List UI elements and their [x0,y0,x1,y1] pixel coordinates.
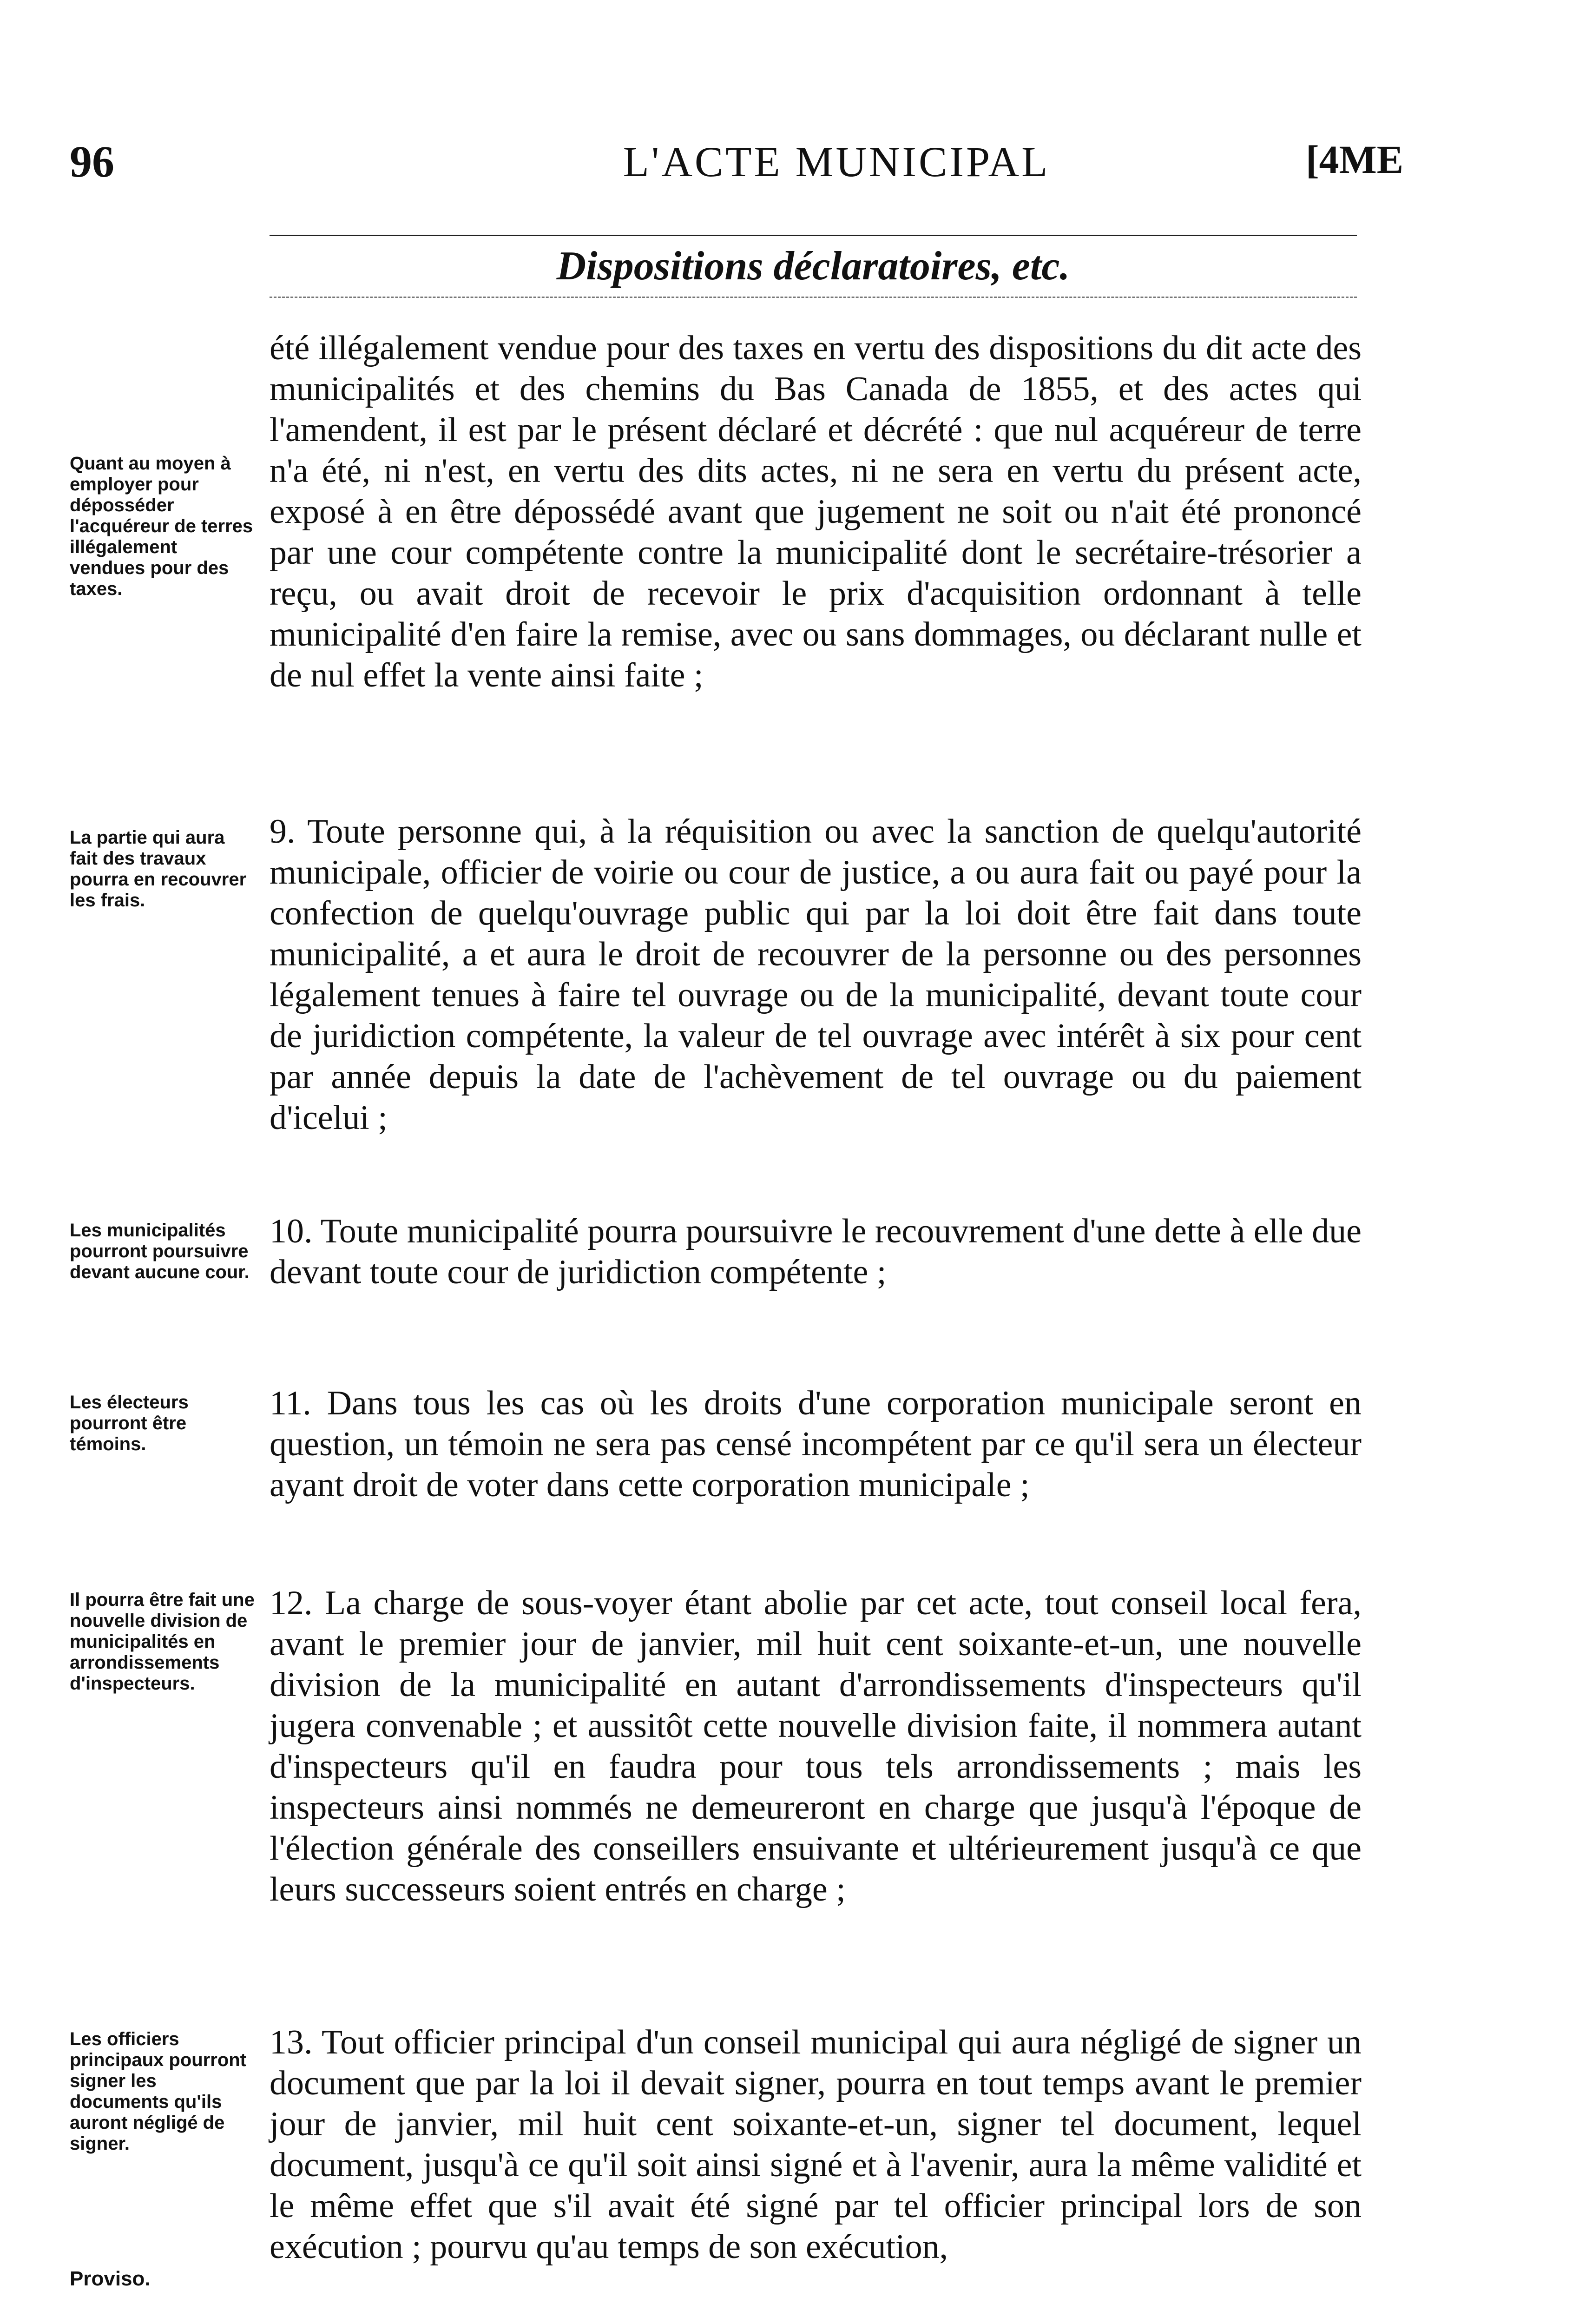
paragraph-section-12 [270,1583,1362,1910]
section-heading: Dispositions déclaratoires, etc. [556,244,1070,289]
section-text-10: Toute municipalité pourra poursuivre le recouvrement d'une dette à elle due devant toute cour de juridiction compétente ; [270,1212,1362,1291]
section-number-12: 12. [270,1584,313,1622]
section-text-12: La charge de sous-voyer étant abolie par cet acte, tout conseil local fera, avant le premier jour de janvier, mil huit cent soixante-et-un, une nouvelle division de la municipalité en autant d'arrondissements d'inspecteurs qu'il jugera convenable ; et aussitôt cette nouvelle division faite, il nommera autant d'inspecteurs qu'il en faudra pour tous tels arrondissements ; mais les inspecteurs ainsi nommés ne demeureront en charge que jusqu'à l'époque de l'élection générale des conseillers ensuivante et ultérieurement jusqu'à ce que leurs successeurs soient entrés en charge ; [270,1584,1362,1908]
margin-note-officers-sign: Les officiers principaux pourront signer les documents qu'ils auront négligé de signer. [70,2029,246,2154]
margin-note-dispossession: Quant au moyen à employer pour déposséder l'acquéreur de terres illégalement vendues pour des taxes. [70,453,253,599]
section-number-10: 10. [270,1212,313,1250]
section-text-9: Toute personne qui, à la réquisition ou avec la sanction de quelqu'autorité municipale, officier de voirie ou cour de justice, a ou aura fait ou payé pour la confection de quelqu'ouvrage public qui par la loi doit être fait dans toute municipalité, a et aura le droit de recouvrer de la personne ou des personnes légalement tenues à faire tel ouvrage ou de la municipalité, devant toute cour de juridiction compétente, la valeur de tel ouvrage avec intérêt à six pour cent par année depuis la date de l'achèvement de tel ouvrage ou du paiement d'icelui ; [270,812,1362,1137]
header-rule-top [270,235,1357,236]
running-title: L'ACTE MUNICIPAL [623,138,1050,185]
margin-note-proviso: Proviso. [70,2267,151,2290]
margin-note-electors-witnesses: Les électeurs pourront être témoins. [70,1392,189,1454]
margin-note-recover-costs: La partie qui aura fait des travaux pourra en recouvrer les frais. [70,827,247,911]
paragraph-section-13 [270,2022,1362,2267]
page-number: 96 [70,137,114,186]
section-number-11: 11. [270,1384,311,1422]
paragraph-section-9 [270,811,1362,1138]
paragraph-continuation: été illégalement vendue pour des taxes en vertu des dispositions du dit acte des municipalités et des chemins du Bas Canada de 1855, et des actes qui l'amendent, il est par le présent déclaré et décrété : que nul acquéreur de terre n'a été, ni n'est, en vertu des dits actes, ni ne sera en vertu du présent acte, exposé à en être dépossédé avant que jugement ne soit ou n'ait été prononcé par une cour compétente contre la municipalité dont le secrétaire-trésorier a reçu, ou avait droit de recevoir le prix d'acquisition ordonnant à telle municipalité d'en faire la remise, avec ou sans dommages, ou déclarant nulle et de nul effet la vente ainsi faite ; [270,329,1362,694]
paragraph-section-10 [270,1211,1362,1293]
section-number-13: 13. [270,2023,313,2061]
header-rule-bottom [270,297,1357,298]
running-tag: [4ME [1306,137,1404,182]
section-text-13: Tout officier principal d'un conseil municipal qui aura négligé de signer un document que par la loi il devait signer, pourra en tout temps avant le premier jour de janvier, mil huit cent soixante-et-un, signer tel document, lequel document, jusqu'à ce qu'il soit ainsi signé et à l'avenir, aura la même validité et le même effet que s'il avait été signé par tel officier principal lors de son exécution ; pourvu qu'au temps de son exécution, [270,2023,1362,2266]
margin-note-municipalities-sue: Les municipalités pourront poursuivre devant aucune cour. [70,1220,250,1282]
paragraph-section-11 [270,1383,1362,1505]
margin-note-new-division: Il pourra être fait une nouvelle division de municipalités en arrondissements d'inspecteurs. [70,1590,255,1694]
section-number-9: 9. [270,812,296,851]
section-text-11: Dans tous les cas où les droits d'une corporation municipale seront en question, un témoin ne sera pas censé incompétent par ce qu'il sera un électeur ayant droit de voter dans cette corporation municipale ; [270,1384,1362,1504]
